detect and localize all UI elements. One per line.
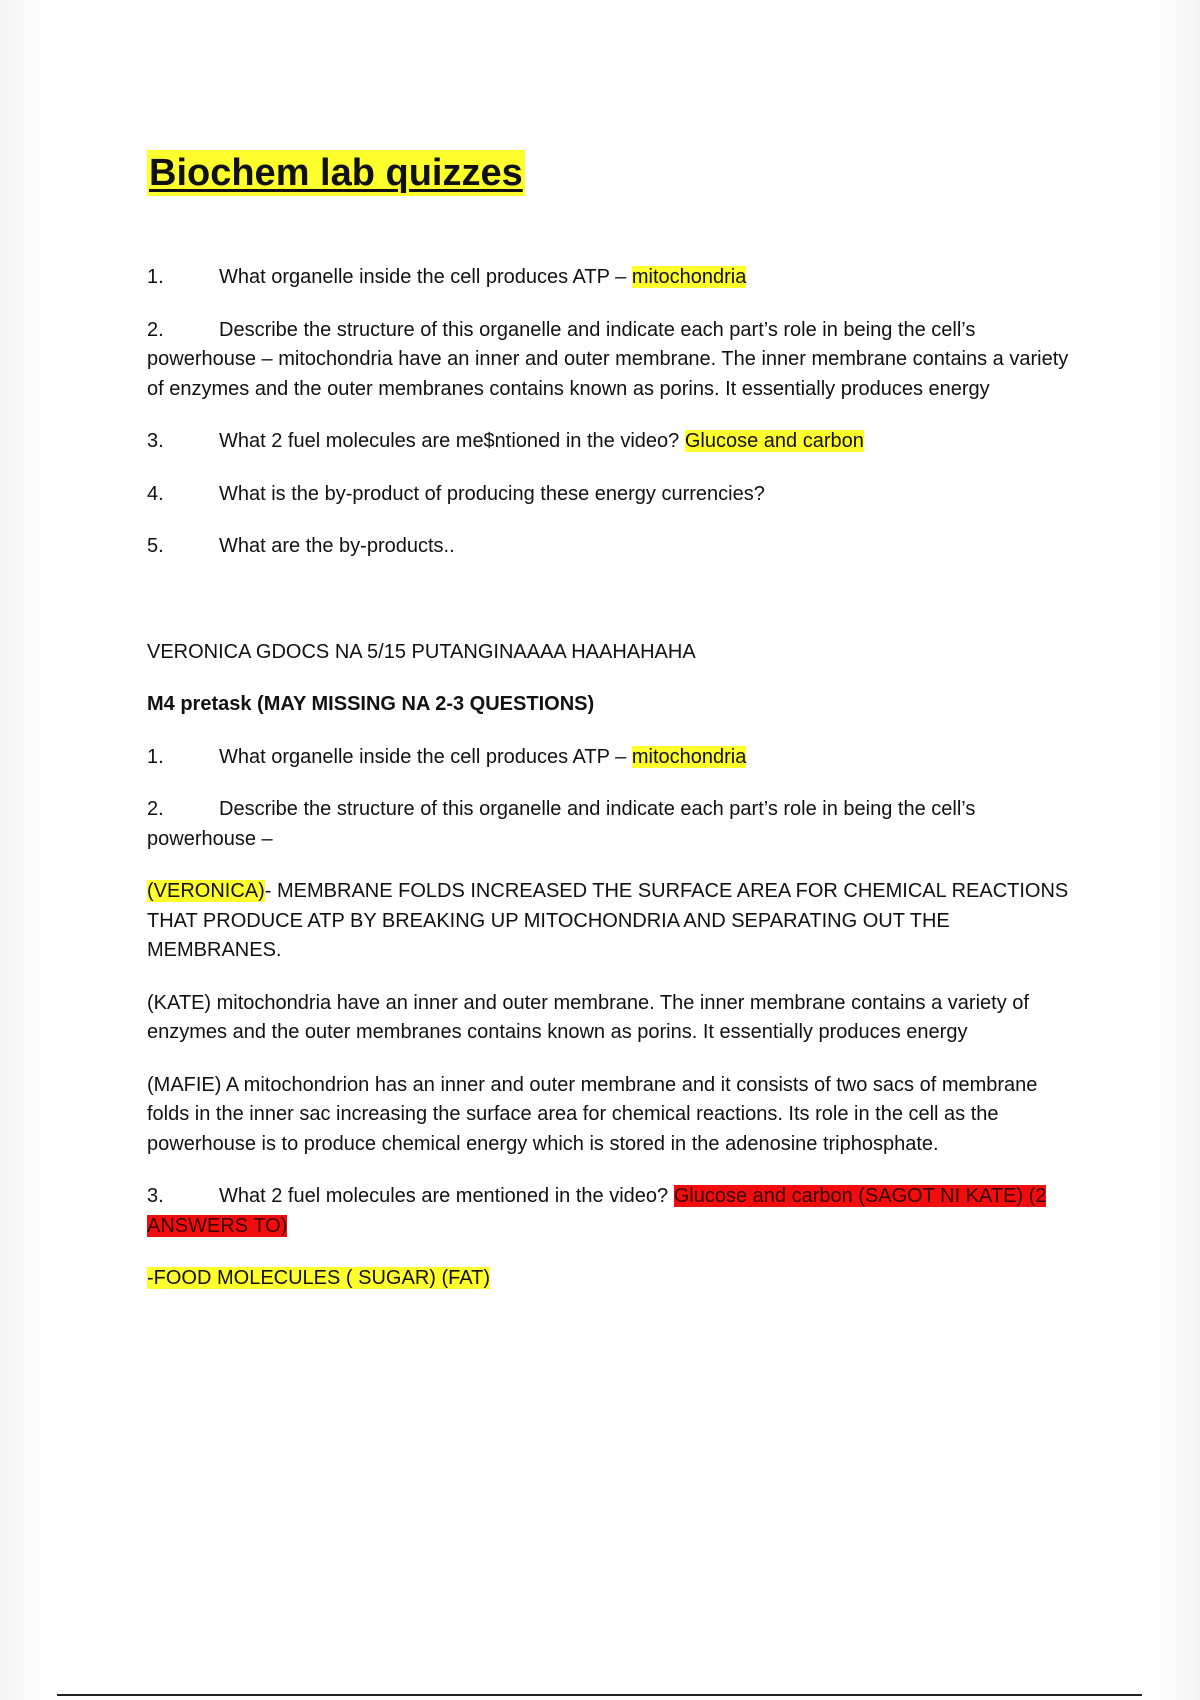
document-title: Biochem lab quizzes: [149, 152, 523, 194]
s2-question-3: [147, 1182, 1082, 1241]
s1-q1-answer: mitochondria: [631, 266, 747, 288]
s1-q5-number: 5.: [147, 535, 164, 557]
s2-q3-answer: Glucose and carbon (SAGOT NI KATE) (2 ANSWERS TO): [147, 1185, 1047, 1237]
s1-q3-answer: Glucose and carbon: [684, 430, 864, 452]
s1-question-4: [147, 480, 1082, 510]
s2-question-2: [147, 795, 1082, 854]
food-molecules-text: -FOOD MOLECULES ( SUGAR) (FAT): [147, 1267, 490, 1289]
footer-divider: [57, 1694, 1142, 1696]
s1-q2-text: Describe the structure of this organelle and indicate each part’s role in being the cell’s powerhouse – mitochondria have an inner and outer membrane. The inner membrane contains a variety of enzymes and the outer membranes contains known as porins. It essentially produces energy: [147, 318, 1069, 400]
s2-q2-number: 2.: [147, 798, 164, 820]
s1-q3-text: What 2 fuel molecules are me$ntioned in the video?: [219, 430, 685, 452]
s2-q3-text: What 2 fuel molecules are mentioned in the video?: [219, 1185, 674, 1207]
s2-q1-text: What organelle inside the cell produces ATP –: [219, 745, 632, 768]
s1-q2-number: 2.: [147, 318, 164, 341]
answer-kate: (KATE) mitochondria have an inner and outer membrane. The inner membrane contains a variety of enzymes and the outer membranes contains known as porins. It essentially produces energy: [147, 991, 1029, 1043]
m4-pretask-heading: M4 pretask (MAY MISSING NA 2-3 QUESTIONS): [147, 693, 595, 715]
s1-q1-number: 1.: [147, 266, 164, 288]
s1-q3-number: 3.: [147, 430, 164, 452]
s2-q1-answer: mitochondria: [631, 745, 747, 768]
s1-question-2: [147, 316, 1082, 405]
s2-q1-number: 1.: [147, 745, 164, 768]
veronica-answer-text: - MEMBRANE FOLDS INCREASED THE SURFACE AREA FOR CHEMICAL REACTIONS THAT PRODUCE ATP BY BREAKING UP MITOCHONDRIA AND SEPARATING OUT THE MEMBRANES.: [147, 880, 1069, 961]
s1-q4-text: What is the by-product of producing these energy currencies?: [219, 482, 765, 505]
answer-veronica: [147, 877, 1082, 966]
s1-q4-number: 4.: [147, 482, 164, 505]
page-shadow-left: [0, 0, 48, 1700]
s1-q1-text: What organelle inside the cell produces ATP –: [219, 266, 632, 288]
s2-q3-number: 3.: [147, 1185, 164, 1207]
page-shadow-right: [1152, 0, 1200, 1700]
veronica-label: (VERONICA): [147, 880, 265, 902]
document-body: [147, 150, 1082, 1294]
s2-q2-text: Describe the structure of this organelle and indicate each part’s role in being the cell’s powerhouse –: [147, 798, 976, 850]
answer-mafie: (MAFIE) A mitochondrion has an inner and outer membrane and it consists of two sacs of membrane folds in the inner sac increasing the surface area for chemical reactions. Its role in the cell as the powerhouse is to produce chemical energy which is stored in the adenosine triphosphate.: [147, 1073, 1038, 1155]
food-molecules-answer: [147, 1264, 1082, 1294]
s1-question-5: [147, 532, 1082, 562]
s1-question-3: [147, 427, 1082, 457]
s2-question-1: [147, 743, 1082, 773]
gdocs-note: VERONICA GDOCS NA 5/15 PUTANGINAAAA HAAHAHAHA: [147, 640, 696, 663]
s1-q5-text: What are the by-products..: [219, 535, 455, 557]
s1-question-1: [147, 263, 1082, 293]
